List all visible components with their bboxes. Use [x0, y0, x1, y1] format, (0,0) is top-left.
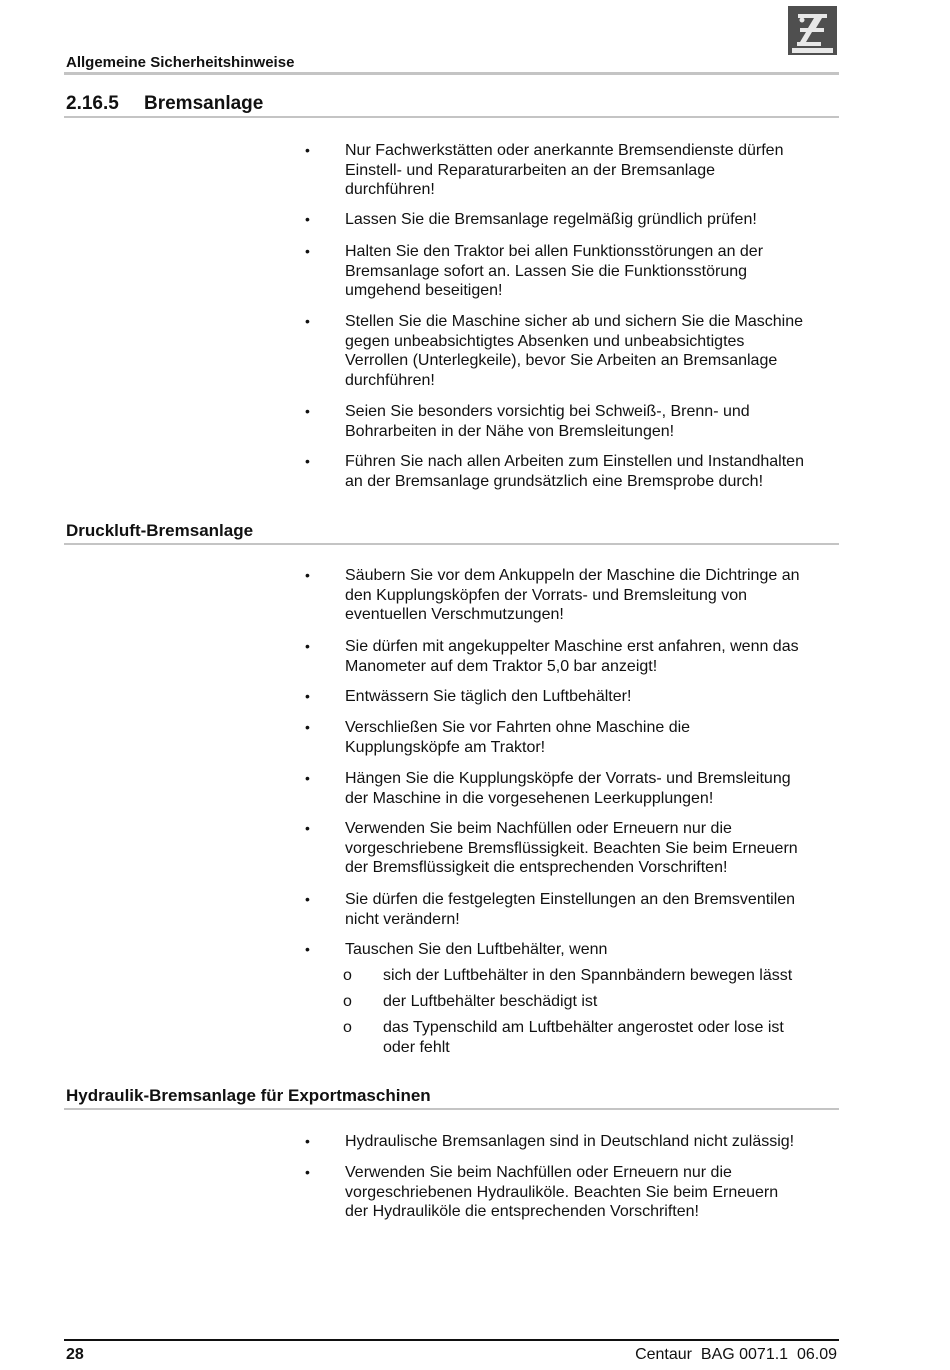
bullet-icon: • [305, 1133, 310, 1149]
sub-list-item-text: der Luftbehälter beschädigt ist [383, 993, 598, 1010]
list-item-text: Lassen Sie die Bremsanlage regelmäßig gründlich prüfen! [345, 211, 757, 228]
footer-divider [64, 1339, 839, 1341]
header-divider [64, 72, 839, 75]
sub-bullet-icon: ο [343, 1019, 352, 1036]
list-item-text: Verwenden Sie beim Nachfüllen oder Erneuern nur die vorgeschriebenen Hydrauliköle. Beachten Sie beim Erneuern der Hydrauliköle die entsprechenden Vorschriften! [345, 1164, 779, 1220]
section-number: 2.16.5 [66, 93, 119, 114]
list-item-text: Entwässern Sie täglich den Luftbehälter! [345, 688, 632, 705]
bullet-icon: • [305, 313, 310, 329]
subsection-divider [64, 543, 839, 545]
bullet-icon: • [305, 453, 310, 469]
bullet-icon: • [305, 243, 310, 259]
sub-bullet-icon: ο [343, 967, 352, 984]
list-item-text: Seien Sie besonders vorsichtig bei Schweiß-, Brenn- und Bohrarbeiten in der Nähe von Bremsleitungen! [345, 403, 750, 440]
list-item-text: Sie dürfen mit angekuppelter Maschine erst anfahren, wenn das Manometer auf dem Traktor 5,0 bar anzeigt! [345, 638, 799, 675]
list-item-text: Sie dürfen die festgelegten Einstellungen an den Bremsventilen nicht verändern! [345, 891, 796, 928]
sub-list-item-text: das Typenschild am Luftbehälter angerostet oder lose ist oder fehlt [383, 1019, 784, 1056]
list-item-text: Hydraulische Bremsanlagen sind in Deutschland nicht zulässig! [345, 1133, 795, 1150]
subsection-title-druckluft: Druckluft-Bremsanlage [66, 521, 254, 540]
page-number: 28 [66, 1346, 84, 1363]
section-title: Bremsanlage [144, 93, 264, 114]
sub-list-item-text: sich der Luftbehälter in den Spannbändern bewegen lässt [383, 967, 793, 984]
list-item-text: Tauschen Sie den Luftbehälter, wenn [345, 941, 608, 958]
bullet-icon: • [305, 770, 310, 786]
bullet-icon: • [305, 941, 310, 957]
document-id: Centaur BAG 0071.1 06.09 [635, 1346, 837, 1363]
section-divider [64, 116, 839, 118]
bullet-icon: • [305, 1164, 310, 1180]
bullet-icon: • [305, 891, 310, 907]
list-item-text: Stellen Sie die Maschine sicher ab und sichern Sie die Maschine gegen unbeabsichtigtes Absenken und unbeabsichtigtes Verrollen (Unterlegkeile), bevor Sie Arbeiten an Bremsanlage durchführen! [345, 313, 804, 389]
bullet-icon: • [305, 688, 310, 704]
amazone-logo-icon [788, 6, 837, 55]
list-item-text: Säubern Sie vor dem Ankuppeln der Maschine die Dichtringe an den Kupplungsköpfen der Vorrats- und Bremsleitung von eventuellen Verschmutzungen! [345, 567, 800, 623]
list-item-text: Führen Sie nach allen Arbeiten zum Einstellen und Instandhalten an der Bremsanlage grundsätzlich eine Bremsprobe durch! [345, 453, 804, 490]
bullet-icon: • [305, 211, 310, 227]
subsection-divider [64, 1108, 839, 1110]
subsection-title-hydraulik: Hydraulik-Bremsanlage für Exportmaschinen [66, 1086, 431, 1105]
bullet-icon: • [305, 567, 310, 583]
bullet-icon: • [305, 403, 310, 419]
sub-bullet-icon: ο [343, 993, 352, 1010]
bullet-icon: • [305, 142, 310, 158]
bullet-icon: • [305, 638, 310, 654]
list-item-text: Halten Sie den Traktor bei allen Funktionsstörungen an der Bremsanlage sofort an. Lassen Sie die Funktionsstörung umgehend beseitigen! [345, 243, 764, 299]
bullet-icon: • [305, 719, 310, 735]
list-item-text: Hängen Sie die Kupplungsköpfe der Vorrats- und Bremsleitung der Maschine in die vorgesehenen Leerkupplungen! [345, 770, 791, 807]
bullet-icon: • [305, 820, 310, 836]
list-item-text: Verwenden Sie beim Nachfüllen oder Erneuern nur die vorgeschriebene Bremsflüssigkeit. Beachten Sie beim Erneuern der Bremsflüssigkeit die entsprechenden Vorschriften! [345, 820, 798, 876]
list-item-text: Verschließen Sie vor Fahrten ohne Maschine die Kupplungsköpfe am Traktor! [345, 719, 691, 756]
running-header: Allgemeine Sicherheitshinweise [66, 54, 295, 71]
list-item-text: Nur Fachwerkstätten oder anerkannte Bremsendienste dürfen Einstell- und Reparaturarbeiten an der Bremsanlage durchführen! [345, 142, 784, 198]
